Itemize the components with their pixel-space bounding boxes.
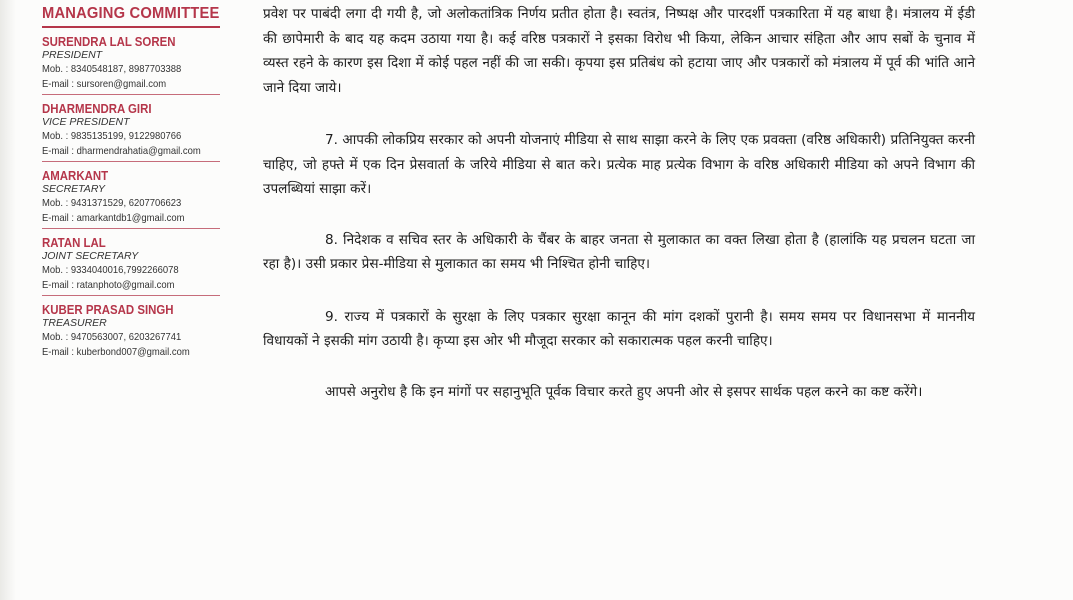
- member-mobile: Mob. : 8340548187, 8987703388: [42, 63, 182, 75]
- heading-divider: [42, 26, 220, 28]
- member-name: DHARMENDRA GIRI: [42, 101, 152, 116]
- committee-member: [42, 168, 232, 229]
- member-role: PRESIDENT: [42, 49, 103, 61]
- committee-member: [42, 302, 232, 360]
- member-role: SECRETARY: [42, 183, 106, 195]
- member-email: E-mail : dharmendrahatia@gmail.com: [42, 145, 201, 157]
- member-name: SURENDRA LAL SOREN: [42, 34, 176, 49]
- letter-paragraph: 7. आपकी लोकप्रिय सरकार को अपनी योजनाएं मीडिया से साथ साझा करने के लिए एक प्रवक्ता (वरिष्ठ अधिकारी) प्रतिनियुक्त करनी चाहिए, जो हफ्ते में एक दिन प्रेसवार्ता के जरिये मीडिया से बात करे। प्रत्येक माह प्रत्येक विभाग के वरिष्ठ अधिकारी मीडिया को अपने विभाग की उपलब्धियां साझा करें।: [263, 132, 975, 197]
- member-divider: [42, 295, 220, 296]
- letter-paragraph: 8. निदेशक व सचिव स्तर के अधिकारी के चैंबर के बाहर जनता से मुलाकात का वक्त लिखा होता है (हालांकि यह प्रचलन घटता जा रहा है)। उसी प्रकार प्रेस-मीडिया से मुलाकात का समय भी निश्चित होनी चाहिए।: [263, 231, 975, 272]
- member-mobile: Mob. : 9470563007, 6203267741: [42, 331, 182, 343]
- member-divider: [42, 161, 220, 162]
- committee-member: [42, 34, 232, 95]
- member-mobile: Mob. : 9835135199, 9122980766: [42, 130, 182, 142]
- managing-committee-sidebar: [42, 4, 232, 366]
- member-role: VICE PRESIDENT: [42, 116, 130, 128]
- committee-heading: MANAGING COMMITTEE: [42, 5, 220, 22]
- member-email: E-mail : ratanphoto@gmail.com: [42, 279, 175, 291]
- committee-member: [42, 235, 232, 296]
- member-name: KUBER PRASAD SINGH: [42, 302, 174, 317]
- letter-body: [263, 2, 975, 404]
- member-divider: [42, 94, 220, 95]
- letter-paragraph: प्रवेश पर पाबंदी लगा दी गयी है, जो अलोकतांत्रिक निर्णय प्रतीत होता है। स्वतंत्र, निष्पक्ष और पारदर्शी पत्रकारिता में यह बाधा है। मंत्रालय में ईडी की छापेमारी के बाद यह कदम उठाया गया है। कई वरिष्ठ पत्रकारों ने इसका विरोध भी किया, लेकिन आचार संहिता और आप सबों के चुनाव में व्यस्त रहने के कारण इस दिशा में कोई पहल नहीं की जा सकी। कृपया इस प्रतिबंध को हटाया जाए और पत्रकारों को मंत्रालय में पूर्व की भांति आने जाने दिया जाये।: [263, 6, 975, 96]
- committee-member: [42, 101, 232, 162]
- member-role: JOINT SECRETARY: [42, 250, 139, 262]
- member-email: E-mail : kuberbond007@gmail.com: [42, 346, 190, 358]
- member-name: AMARKANT: [42, 168, 109, 183]
- member-divider: [42, 228, 220, 229]
- letter-paragraph: 9. राज्य में पत्रकारों के सुरक्षा के लिए पत्रकार सुरक्षा कानून की मांग दशकों पुरानी है। समय समय पर विधानसभा में माननीय विधायकों ने इसकी मांग उठायी है। कृप्या इस ओर भी मौजूदा सरकार को सकारात्मक पहल करनी चाहिए।: [263, 308, 975, 349]
- member-email: E-mail : sursoren@gmail.com: [42, 78, 167, 90]
- member-name: RATAN LAL: [42, 235, 106, 250]
- member-email: E-mail : amarkantdb1@gmail.com: [42, 212, 185, 224]
- member-mobile: Mob. : 9334040016,7992266078: [42, 264, 179, 276]
- letter-paragraph: आपसे अनुरोध है कि इन मांगों पर सहानुभूति पूर्वक विचार करते हुए अपनी ओर से इसपर सार्थक पहल करने का कष्ट करेंगे।: [325, 383, 923, 400]
- member-mobile: Mob. : 9431371529, 6207706623: [42, 197, 182, 209]
- member-role: TREASURER: [42, 317, 107, 329]
- page-edge-shadow: [0, 0, 16, 600]
